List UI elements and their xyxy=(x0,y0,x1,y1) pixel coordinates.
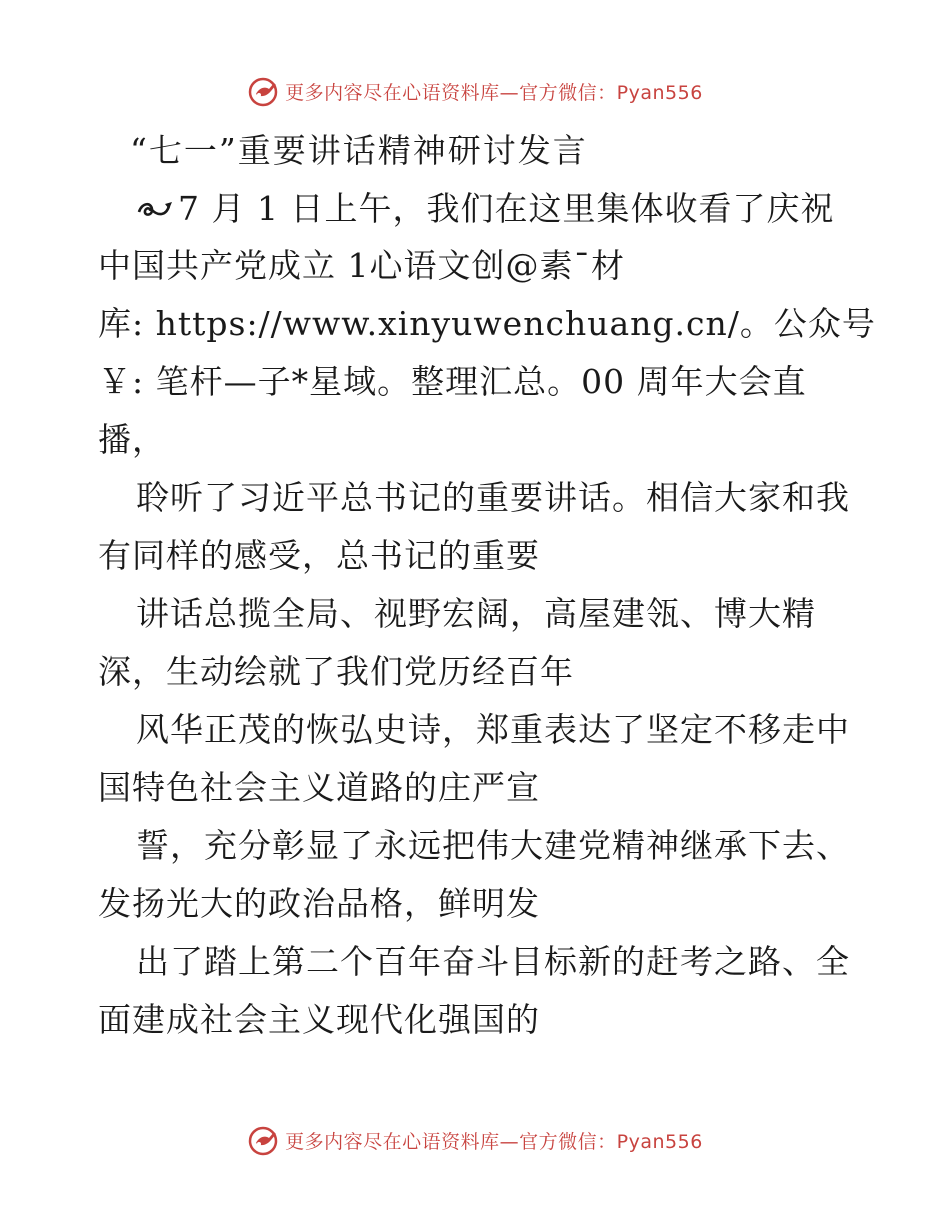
banner-text: 更多内容尽在心语资料库—官方微信：Pyan556 xyxy=(285,1130,703,1153)
text-line: 库: https://www.xinyuwenchuang.cn/。公众号 xyxy=(98,304,876,343)
footer-banner xyxy=(0,1120,950,1160)
pen-circle-logo-icon xyxy=(247,74,281,108)
text-line: 发扬光大的政治品格，鲜明发 xyxy=(98,884,540,923)
text-line: ￥: 笔杆—子*星域。整理汇总。00 周年大会直 xyxy=(98,362,807,401)
text-line: 风华正茂的恢弘史诗，郑重表达了坚定不移走中 xyxy=(136,710,850,749)
text-line: 国特色社会主义道路的庄严宣 xyxy=(98,768,540,807)
text-line: 誓，充分彰显了永远把伟大建党精神继承下去、 xyxy=(136,826,850,865)
header-banner xyxy=(0,71,950,111)
text-line: 聆听了习近平总书记的重要讲话。相信大家和我 xyxy=(136,478,850,517)
text-line: 讲话总揽全局、视野宏阔，高屋建瓴、博大精 xyxy=(136,594,816,633)
text-line: 出了踏上第二个百年奋斗目标新的赶考之路、全 xyxy=(136,942,850,981)
text-line: 播， xyxy=(98,420,166,459)
text-line xyxy=(136,183,834,230)
text-line: 深，生动绘就了我们党历经百年 xyxy=(98,652,574,691)
swirl-icon xyxy=(136,194,176,224)
text-line: 面建成社会主义现代化强国的 xyxy=(98,1000,540,1039)
text-line: 中国共产党成立 1心语文创@素¯材 xyxy=(98,246,625,285)
banner-text: 更多内容尽在心语资料库—官方微信：Pyan556 xyxy=(285,81,703,104)
text-line: 有同样的感受，总书记的重要 xyxy=(98,536,540,575)
document-title: “七一”重要讲话精神研讨发言 xyxy=(130,131,588,170)
text-line-content: 7 月 1 日上午，我们在这里集体收看了庆祝 xyxy=(178,189,835,228)
pen-circle-logo-icon xyxy=(247,1123,281,1157)
